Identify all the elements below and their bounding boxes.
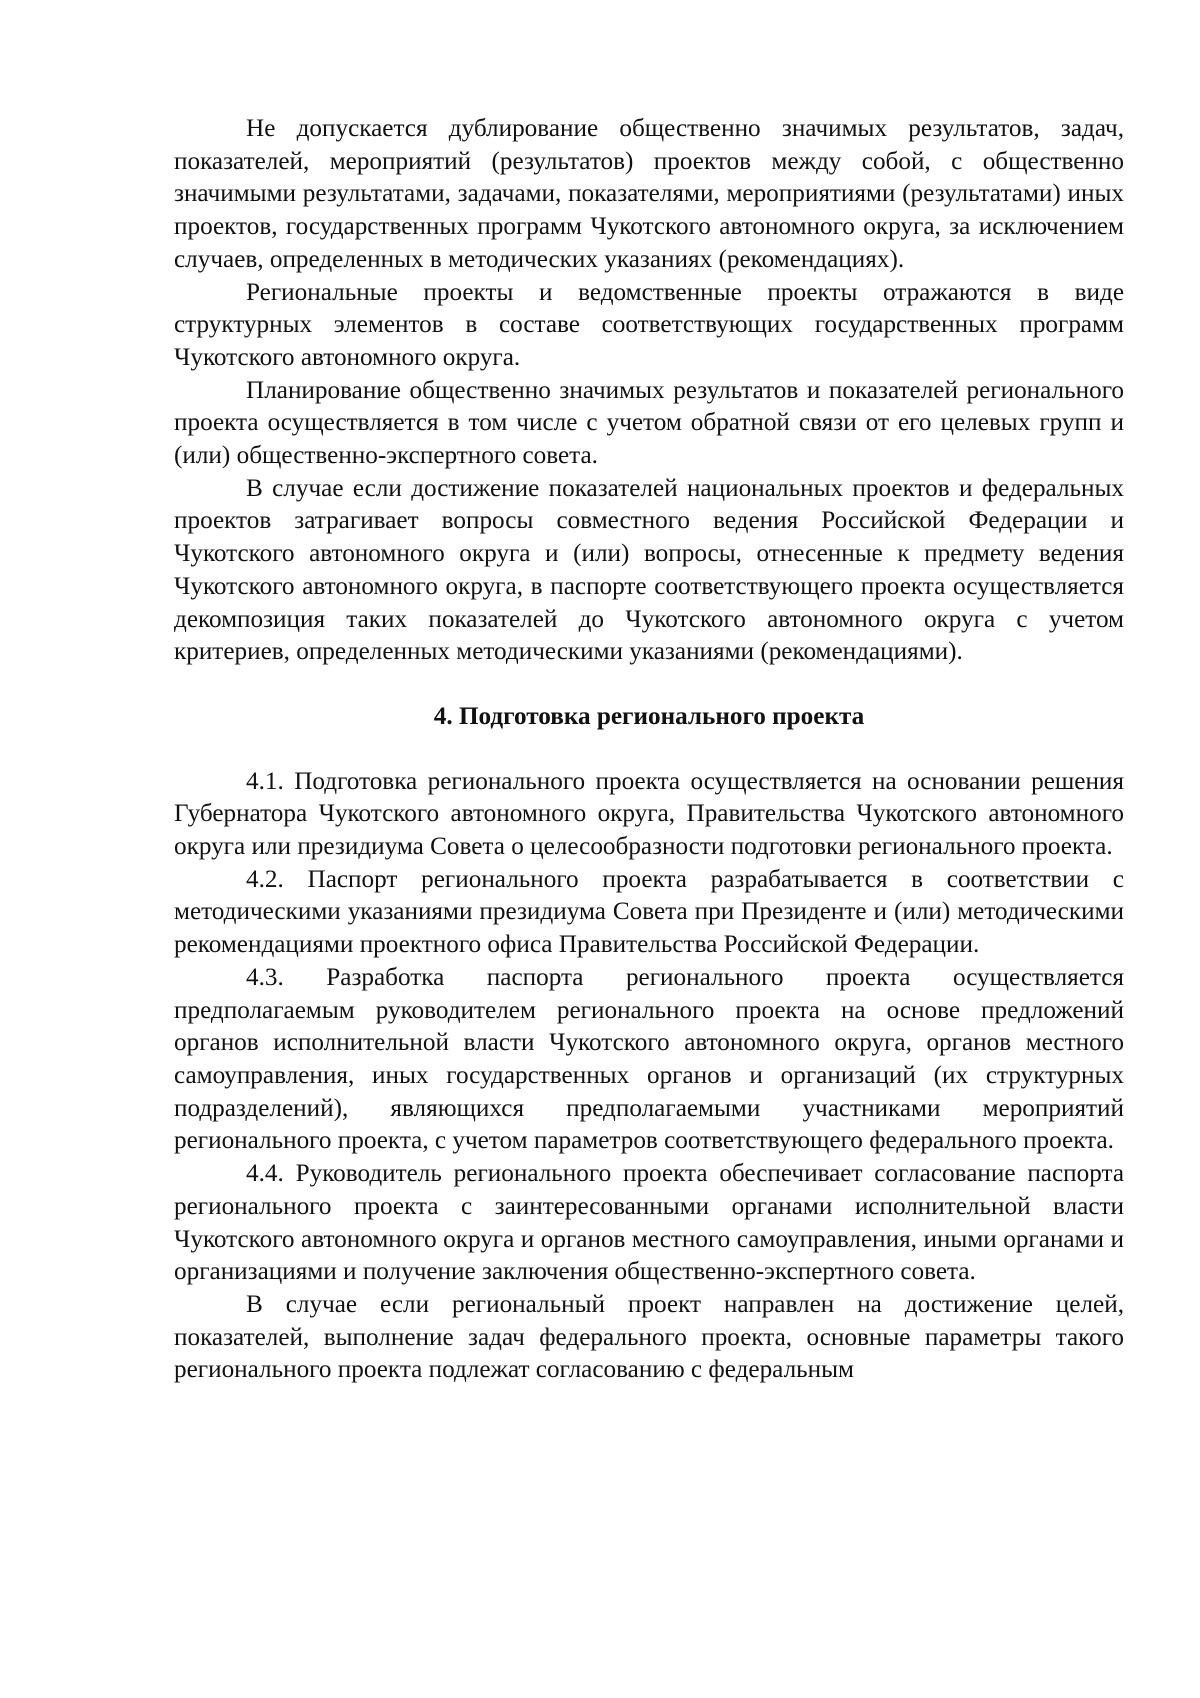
paragraph-decomposition: В случае если достижение показателей национальных проектов и федеральных проектов затрагивает вопросы совместного ведения Российской Федерации и Чукотского автономного округа и (или) вопросы, отнесенные к предмету ведения Чукотского автономного округа, в паспорте соответствующего проекта осуществляется декомпозиция таких показателей до Чукотского автономного округа с учетом критериев, определенных методическими указаниями (рекомендациями). <box>174 474 1124 666</box>
paragraph-4-2: 4.2. Паспорт регионального проекта разрабатывается в соответствии с методическими указаниями президиума Совета при Президенте и (или) методическими рекомендациями проектного офиса Правительства Российской Федерации. <box>174 865 1124 959</box>
paragraph-planning-feedback: Планирование общественно значимых результатов и показателей регионального проекта осуществляется в том числе с учетом обратной связи от его целевых групп и (или) общественно-экспертного совета. <box>174 376 1124 470</box>
paragraph-regional-projects-structure: Региональные проекты и ведомственные проекты отражаются в виде структурных элементов в составе соответствующих государственных программ Чукотского автономного округа. <box>174 278 1124 371</box>
paragraph-no-duplication: Не допускается дублирование общественно значимых результатов, задач, показателей, мероприятий (результатов) проектов между собой, с общественно значимыми результатами, задачами, показателями, мероприятиями (результатами) иных проектов, государственных программ Чукотского автономного округа, за исключением случаев, определенных в методических указаниях (рекомендациях). <box>174 115 1124 273</box>
section-heading: 4. Подготовка регионального проекта <box>433 702 865 730</box>
paragraph-4-3: 4.3. Разработка паспорта регионального проекта осуществляется предполагаемым руководителем регионального проекта на основе предложений органов исполнительной власти Чукотского автономного округа, органов местного самоуправления, иных государственных органов и организаций (их структурных подразделений), являющихся предполагаемыми участниками мероприятий регионального проекта, с учетом параметров соответствующего федерального проекта. <box>174 963 1124 1155</box>
paragraph-federal-coordination: В случае если региональный проект направлен на достижение целей, показателей, выполнение задач федерального проекта, основные параметры такого регионального проекта подлежат согласованию с федеральным <box>174 1290 1124 1384</box>
document-body <box>174 113 1124 1387</box>
paragraph-4-4: 4.4. Руководитель регионального проекта обеспечивает согласование паспорта регионального проекта с заинтересованными органами исполнительной власти Чукотского автономного округа и органов местного самоуправления, иными органами и организациями и получение заключения общественно-экспертного совета. <box>174 1160 1124 1286</box>
paragraph-4-1: 4.1. Подготовка регионального проекта осуществляется на основании решения Губернатора Чукотского автономного округа, Правительства Чукотского автономного округа или президиума Совета о целесообразности подготовки регионального проекта. <box>174 767 1124 861</box>
